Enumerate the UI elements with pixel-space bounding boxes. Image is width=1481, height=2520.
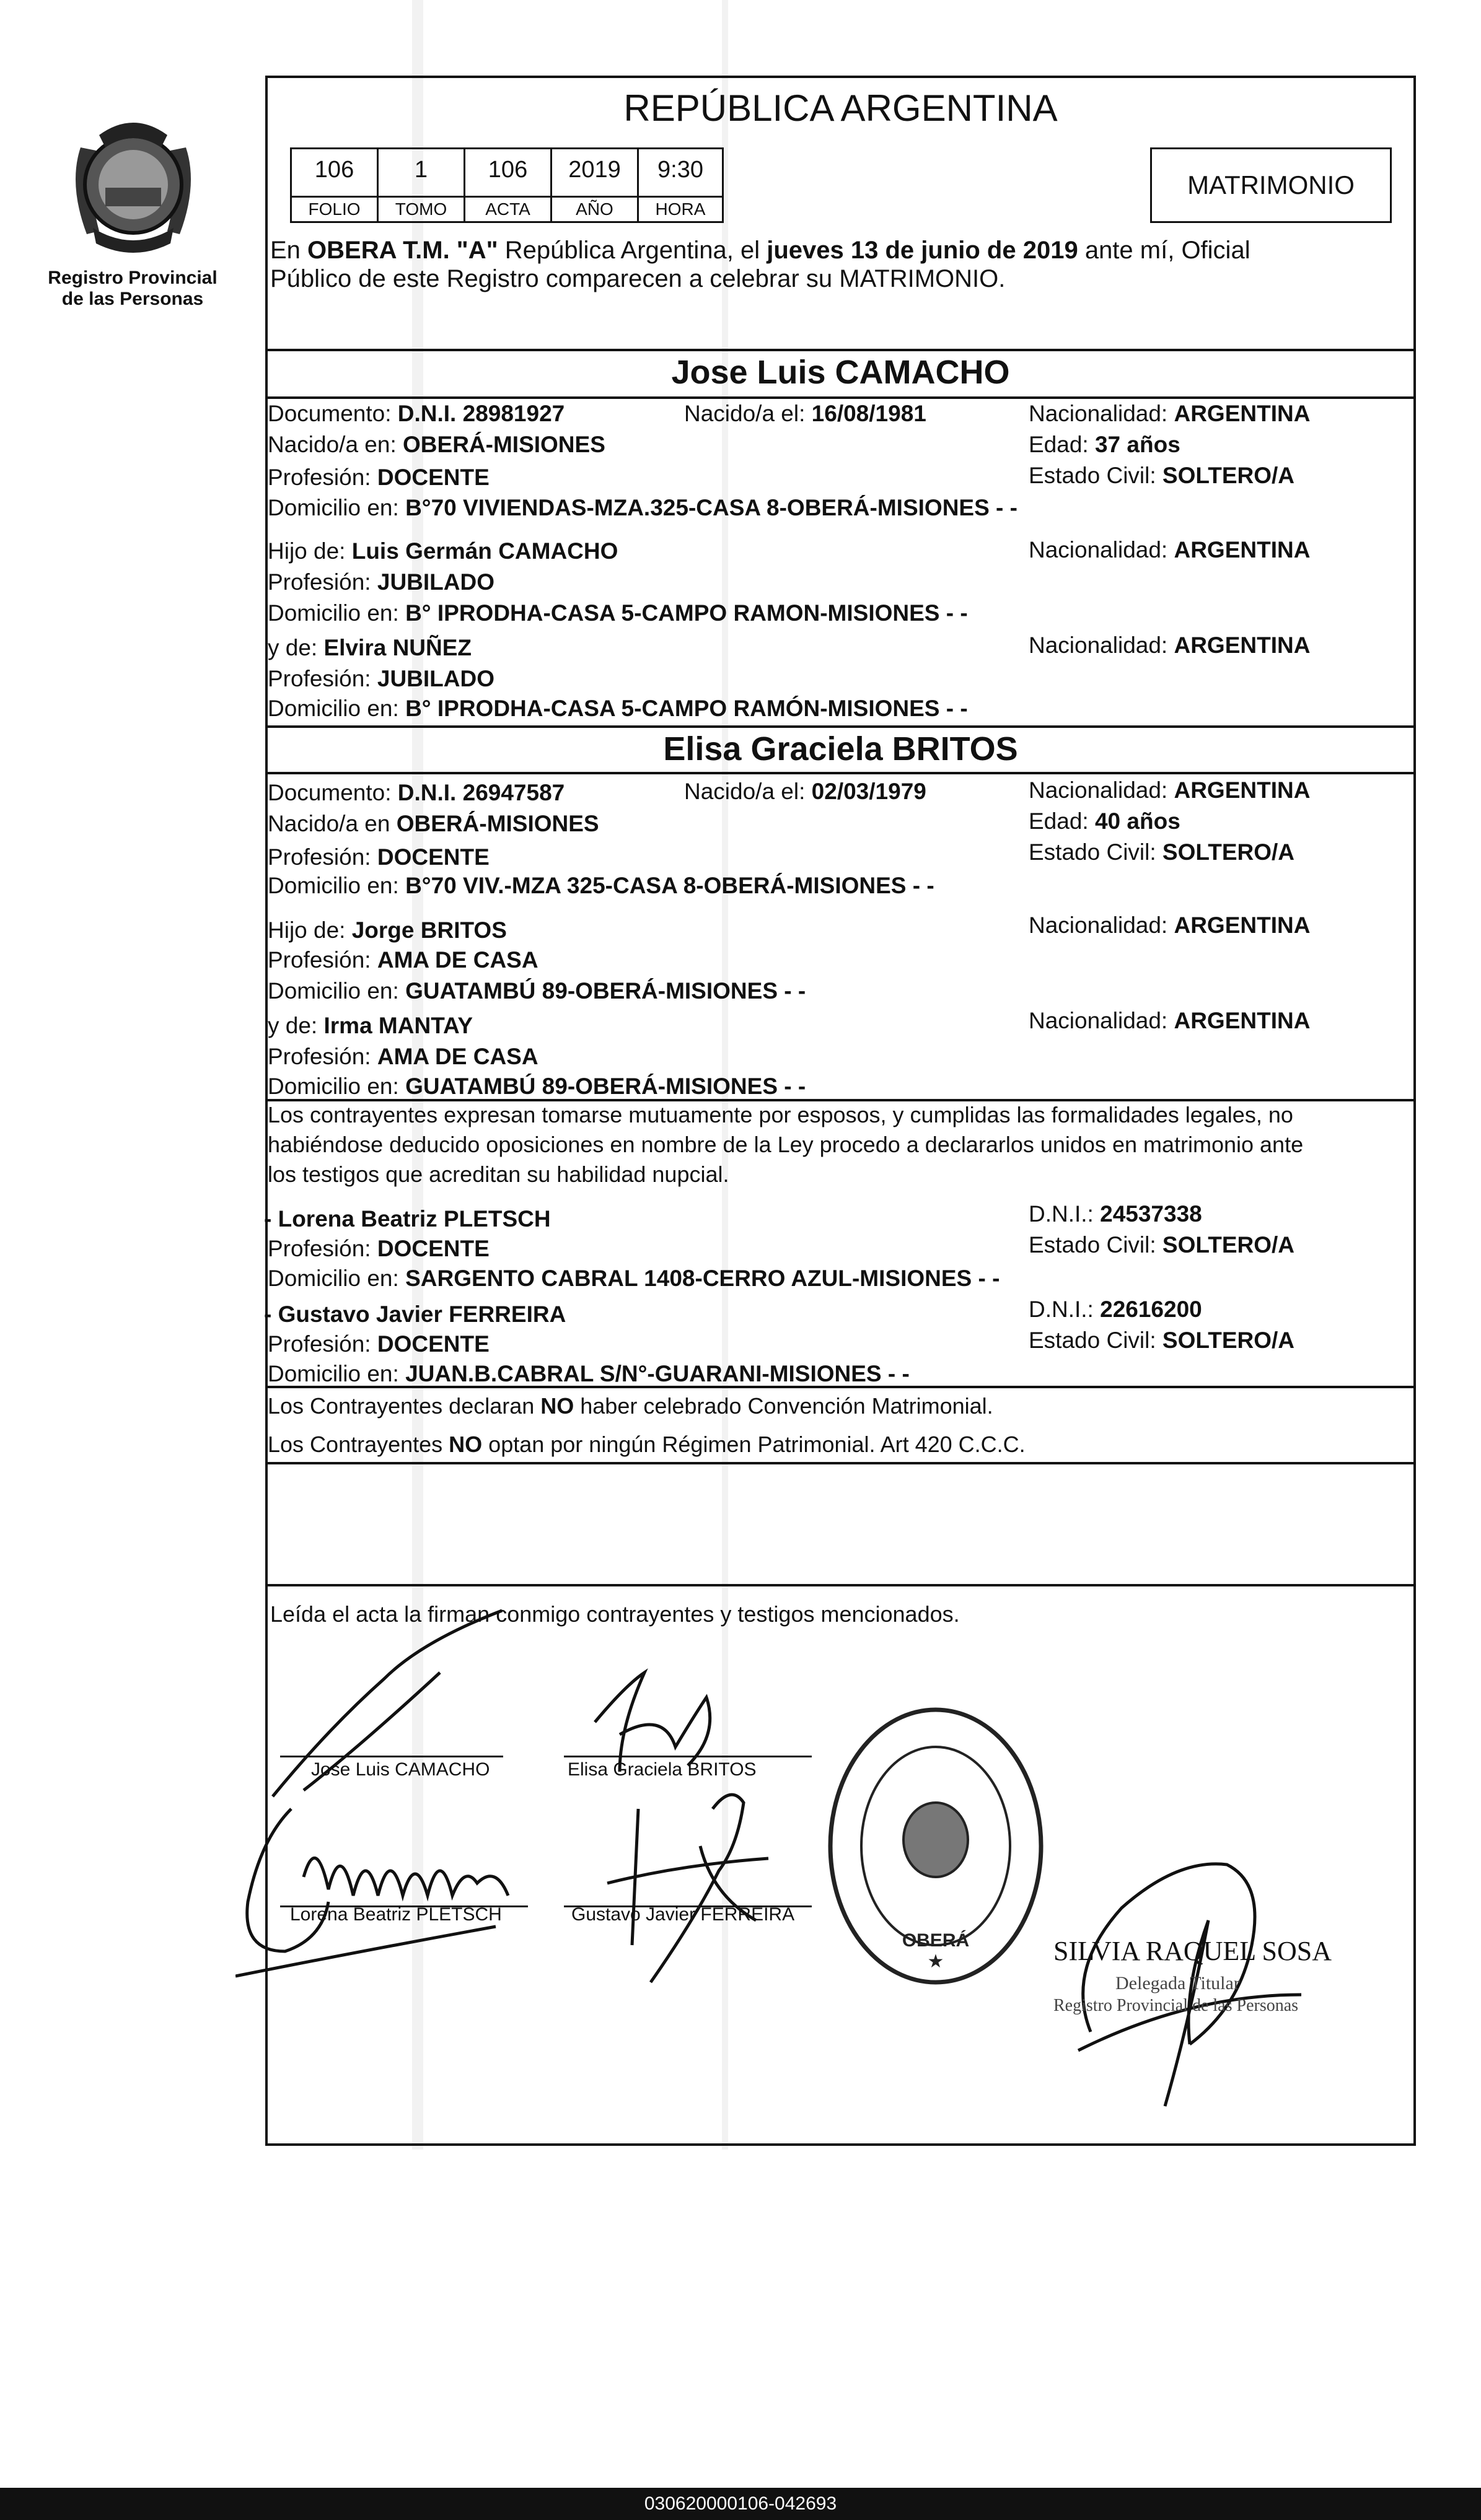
field-edad: Edad: 40 años — [1029, 808, 1180, 834]
field-madre: y de: Elvira NUÑEZ — [268, 635, 472, 660]
field-domicilio: Domicilio en: B°70 VIVIENDAS-MZA.325-CASA 8-OBERÁ-MISIONES - - — [268, 495, 1017, 520]
section-divider — [265, 725, 1416, 728]
field-profesion: Profesión: AMA DE CASA — [268, 1044, 538, 1069]
field-domicilio: Domicilio en: JUAN.B.CABRAL S/N°-GUARANI-MISIONES - - — [268, 1361, 910, 1386]
field-domicilio: Domicilio en: GUATAMBÚ 89-OBERÁ-MISIONES - - — [268, 1074, 806, 1099]
section-divider — [265, 1462, 1416, 1464]
field-nacido-en: Nacido/a en OBERÁ-MISIONES — [268, 811, 599, 836]
field-documento: Documento: D.N.I. 26947587 — [268, 780, 565, 805]
field-profesion: Profesión: DOCENTE — [268, 844, 490, 870]
registry-table — [290, 147, 724, 223]
field-dni: D.N.I.: 24537338 — [1029, 1201, 1202, 1227]
tomo-cell: 1 TOMO — [379, 149, 465, 221]
field-nacido-el: Nacido/a el: 16/08/1981 — [684, 401, 926, 426]
field-edad: Edad: 37 años — [1029, 432, 1180, 457]
field-nacionalidad: Nacionalidad: ARGENTINA — [1029, 1008, 1311, 1033]
field-estado-civil: Estado Civil: SOLTERO/A — [1029, 1328, 1295, 1353]
official-office: Registro Provincial de las Personas — [1053, 1996, 1299, 2015]
field-nacido-en: Nacido/a en: OBERÁ-MISIONES — [268, 432, 605, 457]
province-logo — [62, 110, 204, 259]
signature-name: Jose Luis CAMACHO — [311, 1759, 490, 1780]
field-dni: D.N.I.: 22616200 — [1029, 1297, 1202, 1322]
field-documento: Documento: D.N.I. 28981927 — [268, 401, 565, 426]
signature-name: Lorena Beatriz PLETSCH — [290, 1904, 502, 1925]
svg-text:OBERÁ: OBERÁ — [902, 1930, 970, 1951]
field-profesion: Profesión: JUBILADO — [268, 666, 494, 691]
page-title: REPÚBLICA ARGENTINA — [623, 87, 1058, 129]
field-domicilio: Domicilio en: B° IPRODHA-CASA 5-CAMPO RAMÓN-MISIONES - - — [268, 696, 968, 721]
section-divider — [265, 396, 1416, 399]
field-domicilio: Domicilio en: B°70 VIV.-MZA 325-CASA 8-OBERÁ-MISIONES - - — [268, 873, 934, 898]
document-type-box: MATRIMONIO — [1150, 147, 1392, 223]
logo-caption: Registro Provincial — [48, 268, 218, 288]
witness-name: - Lorena Beatriz PLETSCH — [264, 1206, 551, 1232]
folio-cell: 106 FOLIO — [292, 149, 379, 221]
official-name: SILVIA RAQUEL SOSA — [1053, 1936, 1332, 1966]
field-domicilio: Domicilio en: B° IPRODHA-CASA 5-CAMPO RAMON-MISIONES - - — [268, 600, 968, 626]
field-nacido-el: Nacido/a el: 02/03/1979 — [684, 779, 926, 804]
signature-scribble — [235, 1604, 558, 1988]
hora-cell: 9:30 HORA — [639, 149, 722, 221]
field-domicilio: Domicilio en: GUATAMBÚ 89-OBERÁ-MISIONES - - — [268, 978, 806, 1004]
declaration-text: habiéndose deducido oposiciones en nombre de la Ley procedo a declararlos unidos en matrimonio ante — [268, 1132, 1304, 1157]
svg-text:★: ★ — [927, 1951, 944, 1972]
intro-line: En OBERA T.M. "A" República Argentina, el jueves 13 de junio de 2019 ante mí, Oficial — [270, 237, 1250, 264]
field-nacionalidad: Nacionalidad: ARGENTINA — [1029, 401, 1311, 426]
spouse-name: Jose Luis CAMACHO — [671, 354, 1010, 391]
field-profesion: Profesión: AMA DE CASA — [268, 947, 538, 973]
document-code: 030620000106-042693 — [644, 2493, 837, 2514]
logo-caption: de las Personas — [61, 289, 204, 309]
field-estado-civil: Estado Civil: SOLTERO/A — [1029, 839, 1295, 865]
field-profesion: Profesión: DOCENTE — [268, 465, 490, 490]
signature-name: Gustavo Javier FERREIRA — [571, 1904, 795, 1925]
field-nacionalidad: Nacionalidad: ARGENTINA — [1029, 777, 1311, 803]
field-nacionalidad: Nacionalidad: ARGENTINA — [1029, 912, 1311, 938]
field-padre: Hijo de: Jorge BRITOS — [268, 917, 507, 943]
closing-statement: Leída el acta la firman conmigo contrayentes y testigos mencionados. — [270, 1601, 960, 1627]
section-divider — [265, 1584, 1416, 1586]
field-nacionalidad: Nacionalidad: ARGENTINA — [1029, 537, 1311, 562]
declaration-text: Los contrayentes expresan tomarse mutuamente por esposos, y cumplidas las formalidades legales, no — [268, 1102, 1293, 1127]
declaration-text: los testigos que acreditan su habilidad nupcial. — [268, 1162, 729, 1187]
field-madre: y de: Irma MANTAY — [268, 1013, 473, 1038]
spouse-name: Elisa Graciela BRITOS — [663, 730, 1018, 768]
signature-name: Elisa Graciela BRITOS — [568, 1759, 757, 1780]
field-padre: Hijo de: Luis Germán CAMACHO — [268, 538, 618, 564]
witness-name: - Gustavo Javier FERREIRA — [264, 1302, 566, 1327]
field-profesion: Profesión: DOCENTE — [268, 1236, 490, 1261]
intro-line: Público de este Registro comparecen a celebrar su MATRIMONIO. — [270, 265, 1006, 292]
field-profesion: Profesión: JUBILADO — [268, 569, 494, 595]
section-divider — [265, 349, 1416, 351]
field-profesion: Profesión: DOCENTE — [268, 1331, 490, 1357]
field-nacionalidad: Nacionalidad: ARGENTINA — [1029, 632, 1311, 658]
section-divider — [265, 772, 1416, 774]
convention-line: Los Contrayentes declaran NO haber celebrado Convención Matrimonial. — [268, 1393, 993, 1419]
signature-scribble — [570, 1660, 806, 2007]
field-domicilio: Domicilio en: SARGENTO CABRAL 1408-CERRO AZUL-MISIONES - - — [268, 1266, 1000, 1291]
acta-cell: 106 ACTA — [465, 149, 552, 221]
convention-line: Los Contrayentes NO optan por ningún Régimen Patrimonial. Art 420 C.C.C. — [268, 1432, 1026, 1457]
field-estado-civil: Estado Civil: SOLTERO/A — [1029, 1232, 1295, 1258]
official-title: Delegada Titular — [1115, 1973, 1240, 1993]
ano-cell: 2019 AÑO — [552, 149, 639, 221]
official-stamp — [824, 1704, 1047, 1988]
field-estado-civil: Estado Civil: SOLTERO/A — [1029, 463, 1295, 488]
